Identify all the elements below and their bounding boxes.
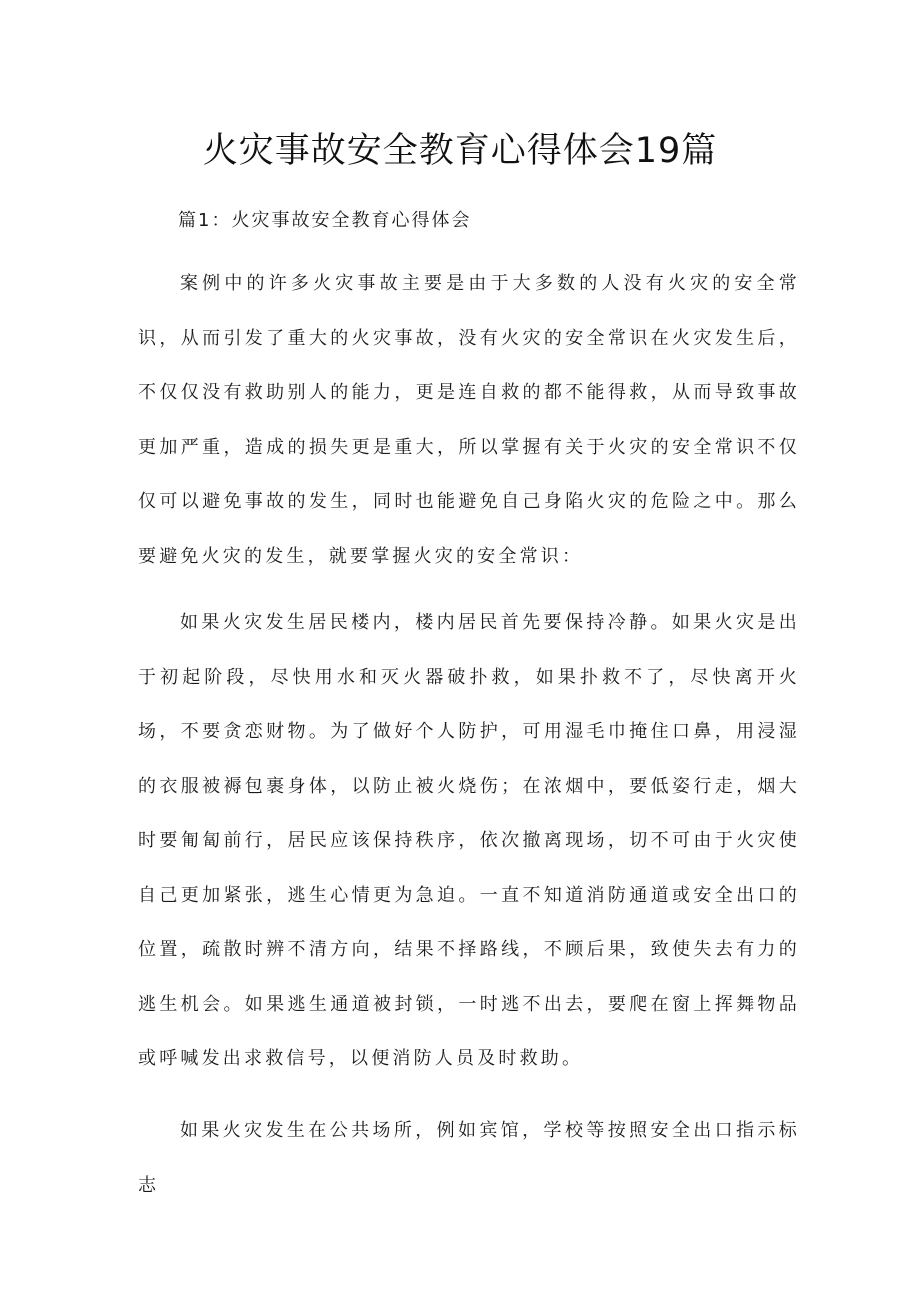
section-heading: 篇1：火灾事故安全教育心得体会 — [178, 210, 472, 231]
document-title: 火灾事故安全教育心得体会19篇 — [202, 131, 718, 171]
paragraph-2: 如果火灾发生居民楼内，楼内居民首先要保持冷静。如果火灾是出于初起阶段，尽快用水和灭火器破扑救，如果扑救不了，尽快离开火场，不要贪恋财物。为了做好个人防护，可用湿毛巾掩住口鼻，用浸湿的衣服被褥包裹身体，以防止被火烧伤；在浓烟中，要低姿行走，烟大时要匍匐前行，居民应该保持秩序，依次撤离现场，切不可由于火灾使自己更加紧张，逃生心情更为急迫。一直不知道消防通道或安全出口的位置，疏散时辨不清方向，结果不择路线，不顾后果，致使失去有力的逃生机会。如果逃生通道被封锁，一时逃不出去，要爬在窗上挥舞物品或呼喊发出求救信号，以便消防人员及时救助。 — [138, 612, 800, 1069]
paragraph-3: 如果火灾发生在公共场所，例如宾馆，学校等按照安全出口指示标志 — [138, 1120, 800, 1196]
paragraph-1: 案例中的许多火灾事故主要是由于大多数的人没有火灾的安全常识，从而引发了重大的火灾事故，没有火灾的安全常识在火灾发生后，不仅仅没有救助别人的能力，更是连自救的都不能得救，从而导致事故更加严重，造成的损失更是重大，所以掌握有关于火灾的安全常识不仅仅可以避免事故的发生，同时也能避免自己身陷火灾的危险之中。那么要避免火灾的发生，就要掌握火灾的安全常识： — [138, 273, 800, 567]
